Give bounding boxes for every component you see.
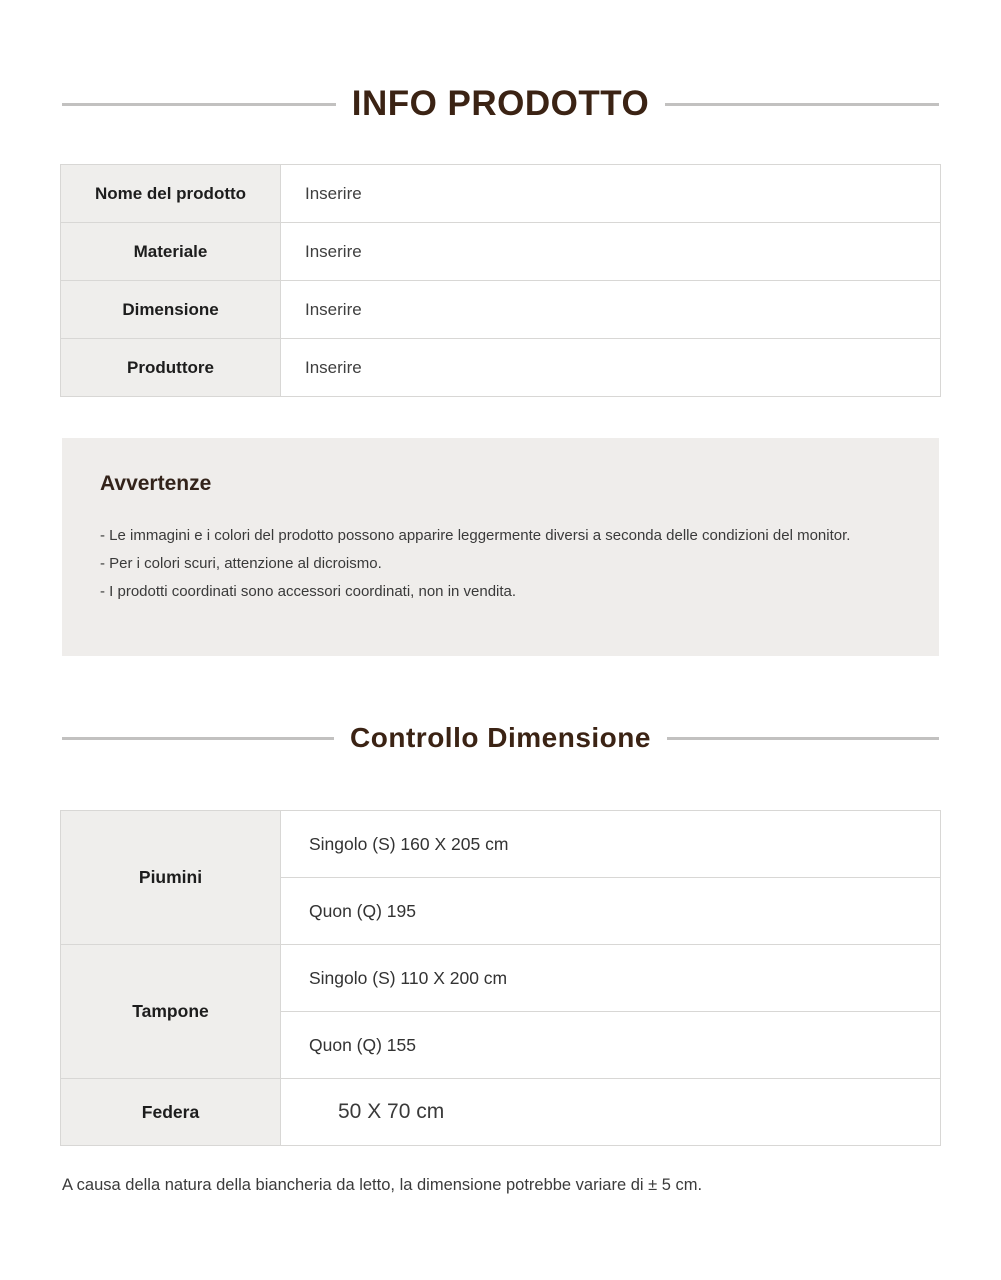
table-row [61, 165, 941, 223]
row-value: Quon (Q) 195 [281, 878, 941, 945]
table-row [61, 281, 941, 339]
row-label: Tampone [61, 945, 281, 1079]
info-section-title [62, 0, 939, 124]
size-footnote: A causa della natura della biancheria da letto, la dimensione potrebbe variare di ± 5 cm. [62, 1176, 703, 1194]
row-label: Piumini [61, 811, 281, 945]
row-label: Materiale [61, 223, 281, 281]
title-divider-left [62, 103, 336, 106]
row-label: Federa [61, 1079, 281, 1146]
product-info-table [60, 164, 941, 397]
row-label: Produttore [61, 339, 281, 397]
row-label: Nome del prodotto [61, 165, 281, 223]
title-divider-right [665, 103, 939, 106]
size-table [60, 810, 941, 1146]
page-title: INFO PRODOTTO [351, 84, 650, 123]
table-row [61, 223, 941, 281]
row-value: Inserire [281, 165, 941, 223]
title-divider-right [667, 737, 939, 740]
table-row [61, 339, 941, 397]
warnings-title: Avvertenze [100, 472, 212, 495]
title-divider-left [62, 737, 334, 740]
warning-item: - I prodotti coordinati sono accessori coordinati, non in vendita. [100, 583, 517, 600]
row-value: Inserire [281, 281, 941, 339]
table-row [61, 811, 941, 878]
row-value: Singolo (S) 110 X 200 cm [281, 945, 941, 1012]
warning-item: - Le immagini e i colori del prodotto possono apparire leggermente diversi a seconda delle condizioni del monitor. [100, 527, 851, 544]
table-row [61, 945, 941, 1012]
row-value: Inserire [281, 223, 941, 281]
warning-item: - Per i colori scuri, attenzione al dicroismo. [100, 555, 382, 572]
size-title: Controllo Dimensione [350, 722, 651, 753]
row-value: Inserire [281, 339, 941, 397]
table-row [61, 1079, 941, 1146]
row-value: Singolo (S) 160 X 205 cm [281, 811, 941, 878]
row-label: Dimensione [61, 281, 281, 339]
size-section-title [62, 656, 939, 754]
row-value: 50 X 70 cm [281, 1079, 941, 1146]
warnings-box [62, 438, 939, 656]
row-value: Quon (Q) 155 [281, 1012, 941, 1079]
